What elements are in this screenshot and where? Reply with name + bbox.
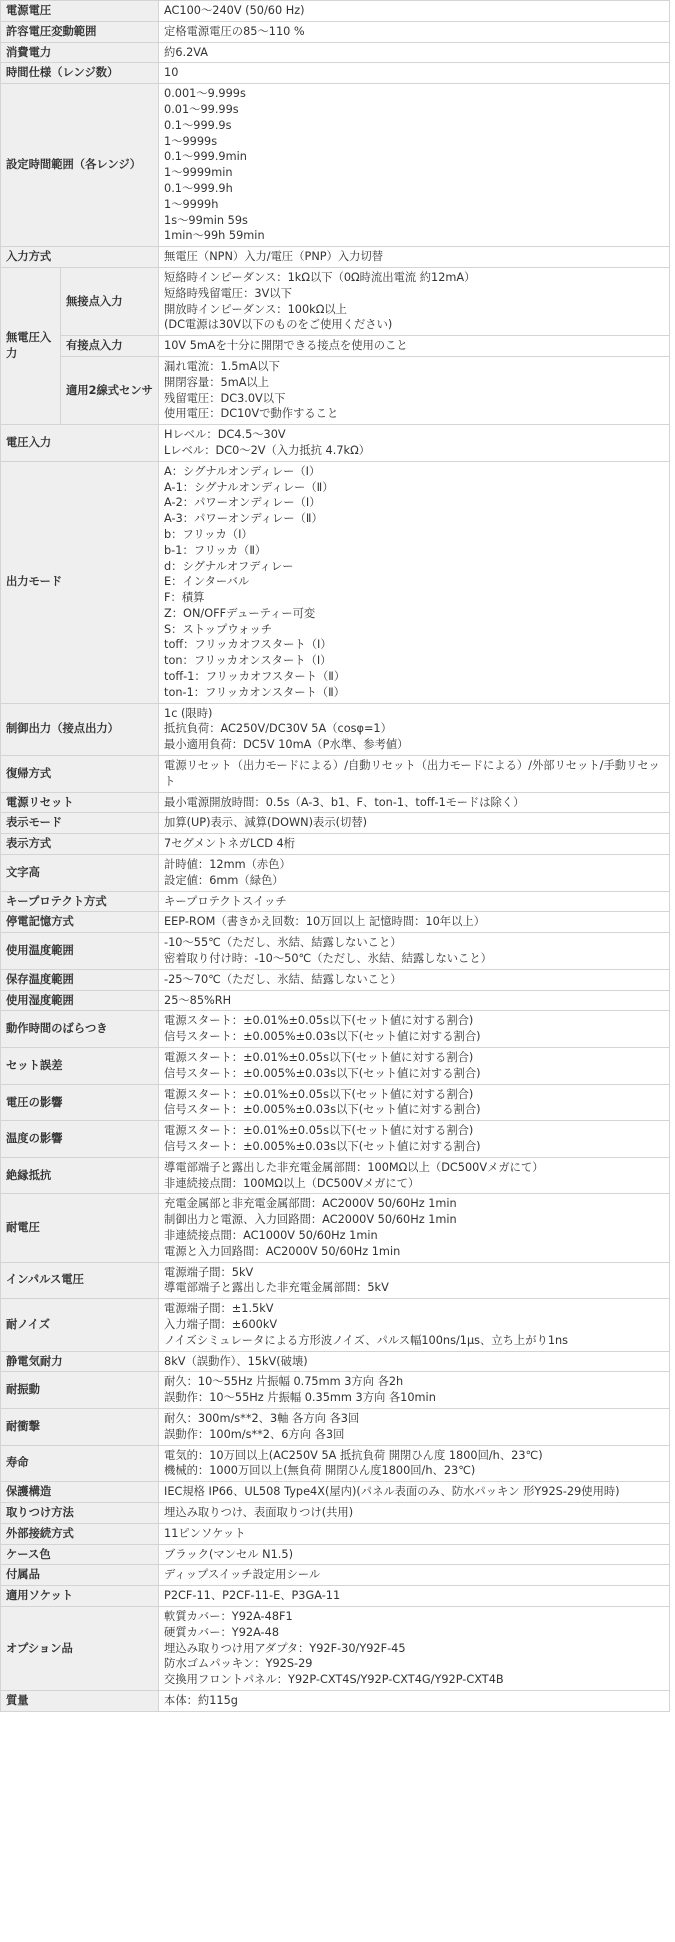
value-line: Z：ON/OFFデューティー可変: [164, 606, 316, 620]
spec-row: [1, 425, 670, 462]
spec-row: [1, 1523, 670, 1544]
value-line: S：ストップウォッチ: [164, 622, 273, 636]
spec-label: 電圧入力: [1, 425, 159, 462]
spec-table-body-2: [1, 425, 670, 1712]
value-line: AC100～240V (50/60 Hz): [164, 4, 305, 17]
spec-label: キープロテクト方式: [1, 891, 159, 912]
value-line: 埋込み取りつけ用アダプタ：Y92F-30/Y92F-45: [164, 1641, 406, 1655]
spec-row: [1, 1565, 670, 1586]
spec-value: [159, 1544, 670, 1565]
value-line: 約6.2VA: [164, 45, 209, 59]
spec-label: 絶縁抵抗: [1, 1157, 159, 1194]
spec-value: [159, 1586, 670, 1607]
value-line: 0.1～999.9s: [164, 118, 232, 132]
spec-label: 静電気耐力: [1, 1351, 159, 1372]
value-line: ton：フリッカオンスタート（Ⅰ）: [164, 654, 332, 668]
value-line: 導電部端子と露出した非充電金属部間：5kV: [164, 1281, 389, 1295]
spec-label: インパルス電圧: [1, 1262, 159, 1299]
spec-value: [159, 267, 670, 335]
value-line: ディップスイッチ設定用シール: [164, 1568, 321, 1582]
spec-row: [1, 1299, 670, 1351]
value-line: d：シグナルオフディレー: [164, 559, 294, 573]
spec-sub-label: 有接点入力: [61, 336, 159, 357]
spec-row: [1, 1544, 670, 1565]
spec-group-label: 無電圧入力: [1, 267, 61, 424]
spec-row: [1, 1586, 670, 1607]
spec-label: 時間仕様（レンジ数）: [1, 63, 159, 84]
spec-label: 保存温度範囲: [1, 969, 159, 990]
value-line: 最小電源開放時間：0.5s（A-3、b1、F、ton-1、toff-1モードは除く）: [164, 795, 525, 809]
spec-row: [1, 1351, 670, 1372]
spec-label: 耐衝撃: [1, 1408, 159, 1445]
spec-value: [159, 855, 670, 892]
spec-label: 出力モード: [1, 461, 159, 703]
spec-row: [1, 1690, 670, 1711]
spec-label: 付属品: [1, 1565, 159, 1586]
value-line: A-1：シグナルオンディレー（Ⅱ）: [164, 480, 334, 494]
spec-label: 取りつけ方法: [1, 1502, 159, 1523]
value-line: 25～85%RH: [164, 993, 232, 1007]
spec-row: [1, 855, 670, 892]
value-line: EEP-ROM（書きかえ回数：10万回以上 記憶時間：10年以上）: [164, 915, 485, 929]
spec-value: [159, 933, 670, 970]
spec-label: ケース色: [1, 1544, 159, 1565]
spec-value: [159, 792, 670, 813]
spec-row: [1, 933, 670, 970]
spec-row: [1, 1482, 670, 1503]
value-line: 開閉容量：5mA以上: [164, 375, 270, 389]
spec-label: 耐電圧: [1, 1194, 159, 1262]
value-line: 非連続接点間：AC1000V 50/60Hz 1min: [164, 1228, 378, 1242]
spec-value: [159, 756, 670, 793]
value-line: 密着取り付け時：-10～50℃（ただし、氷結、結露しないこと）: [164, 952, 492, 966]
spec-value: [159, 247, 670, 268]
spec-label: 使用湿度範囲: [1, 990, 159, 1011]
spec-row: [1, 912, 670, 933]
spec-row-time-spec: [1, 63, 670, 84]
value-line: 0.1～999.9min: [164, 150, 247, 164]
value-line: 信号スタート：±0.005%±0.03s以下(セット値に対する割合): [164, 1103, 481, 1117]
value-line: 電源スタート：±0.01%±0.05s以下(セット値に対する割合): [164, 1014, 474, 1028]
value-line: 無電圧（NPN）入力/電圧（PNP）入力切替: [164, 250, 384, 264]
spec-label: 表示モード: [1, 813, 159, 834]
value-line: 入力端子間：±600kV: [164, 1317, 278, 1331]
spec-value: [159, 1372, 670, 1409]
value-line: b-1：フリッカ（Ⅱ）: [164, 543, 267, 557]
spec-label: 表示方式: [1, 834, 159, 855]
spec-value: [159, 703, 670, 755]
value-line: 埋込み取りつけ、表面取りつけ(共用): [164, 1505, 354, 1519]
value-line: 残留電圧：DC3.0V以下: [164, 391, 286, 405]
spec-label: 電源電圧: [1, 1, 159, 22]
value-line: F：積算: [164, 591, 205, 605]
spec-row: [1, 756, 670, 793]
value-line: 抵抗負荷：AC250V/DC30V 5A（cosφ=1）: [164, 722, 392, 736]
spec-row: [1, 792, 670, 813]
spec-label: 外部接続方式: [1, 1523, 159, 1544]
value-line: 0.001～9.999s: [164, 87, 246, 101]
value-line: 信号スタート：±0.005%±0.03s以下(セット値に対する割合): [164, 1140, 481, 1153]
value-line: 短絡時残留電圧：3V以下: [164, 286, 292, 300]
spec-label: 電圧の影響: [1, 1084, 159, 1121]
value-line: 電源端子間：5kV: [164, 1265, 254, 1279]
value-line: -10～55℃（ただし、氷結、結露しないこと）: [164, 936, 402, 950]
spec-label: 消費電力: [1, 42, 159, 63]
spec-label: 設定時間範囲（各レンジ）: [1, 84, 159, 247]
value-line: (DC電源は30V以下のものをご使用ください): [164, 318, 393, 332]
spec-value: [159, 1048, 670, 1085]
value-line: 使用電圧：DC10Vで動作すること: [164, 407, 339, 421]
value-line: 1min～99h 59min: [164, 229, 265, 243]
spec-value: [159, 1690, 670, 1711]
value-line: A-2：パワーオンディレー（Ⅰ）: [164, 496, 321, 510]
spec-row-time-range: [1, 84, 670, 247]
spec-row: [1, 813, 670, 834]
spec-value: [159, 84, 670, 247]
spec-label: 入力方式: [1, 247, 159, 268]
spec-value: [159, 356, 670, 424]
spec-value: [159, 990, 670, 1011]
value-line: 計時値：12mm（赤色）: [164, 858, 291, 872]
value-line: 耐久：10～55Hz 片振幅 0.75mm 3方向 各2h: [164, 1375, 404, 1389]
spec-row: [1, 1084, 670, 1121]
value-line: 1c (限時): [164, 706, 213, 720]
spec-label: 適用ソケット: [1, 1586, 159, 1607]
value-line: 充電金属部と非充電金属部間：AC2000V 50/60Hz 1min: [164, 1197, 457, 1211]
value-line: A：シグナルオンディレー（Ⅰ）: [164, 464, 321, 478]
value-line: 設定値：6mm（緑色）: [164, 873, 284, 887]
value-line: 交換用フロントパネル：Y92P-CXT4S/Y92P-CXT4G/Y92P-CXT4B: [164, 1673, 504, 1687]
spec-row: [1, 1408, 670, 1445]
spec-row: [1, 990, 670, 1011]
value-line: 1～9999min: [164, 166, 233, 180]
spec-row: [1, 1502, 670, 1523]
value-line: キープロテクトスイッチ: [164, 894, 287, 908]
value-line: 電源リセット（出力モードによる）/自動リセット（出力モードによる）/外部リセット/手動リセット: [164, 759, 660, 788]
spec-label: 制御出力（接点出力）: [1, 703, 159, 755]
value-line: 軟質カバー：Y92A-48F1: [164, 1609, 293, 1623]
value-line: toff-1：フリッカオフスタート（Ⅱ）: [164, 670, 346, 684]
value-line: 耐久：300m/s**2、3軸 各方向 各3回: [164, 1411, 360, 1425]
value-line: ブラック(マンセル N1.5): [164, 1547, 293, 1561]
spec-row-power-consumption: [1, 42, 670, 63]
value-line: 1～9999h: [164, 197, 219, 211]
value-line: 本体：約115g: [164, 1693, 238, 1707]
spec-value: [159, 1351, 670, 1372]
value-line: toff：フリッカオフスタート（Ⅰ）: [164, 638, 332, 652]
value-line: 電気的：10万回以上(AC250V 5A 抵抗負荷 開閉ひん度 1800回/h、23℃): [164, 1448, 543, 1462]
spec-value: [159, 1121, 670, 1158]
value-line: 防水ゴムパッキン：Y92S-29: [164, 1657, 313, 1671]
value-line: 0.01～99.99s: [164, 102, 239, 116]
value-line: P2CF-11、P2CF-11-E、P3GA-11: [164, 1589, 341, 1603]
spec-label: セット誤差: [1, 1048, 159, 1085]
value-line: 信号スタート：±0.005%±0.03s以下(セット値に対する割合): [164, 1030, 481, 1044]
spec-value: [159, 425, 670, 462]
spec-row: [1, 834, 670, 855]
value-line: 硬質カバー：Y92A-48: [164, 1625, 280, 1639]
spec-table-body: [1, 1, 670, 425]
spec-value: [159, 1445, 670, 1482]
spec-value: [159, 1, 670, 22]
spec-value: [159, 891, 670, 912]
spec-value: [159, 1194, 670, 1262]
spec-row: [1, 1194, 670, 1262]
value-line: 機械的：1000万回以上(無負荷 開閉ひん度1800回/h、23℃): [164, 1464, 476, 1478]
value-line: b：フリッカ（Ⅰ）: [164, 527, 253, 541]
spec-label: 停電記憶方式: [1, 912, 159, 933]
spec-label: 保護構造: [1, 1482, 159, 1503]
spec-label: オプション品: [1, 1606, 159, 1690]
spec-row-no-voltage-input: [1, 267, 670, 335]
value-line: 11ピンソケット: [164, 1526, 246, 1540]
spec-value: [159, 336, 670, 357]
value-line: 漏れ電流：1.5mA以下: [164, 359, 280, 373]
spec-sub-label: 適用2線式センサ: [61, 356, 159, 424]
spec-value: [159, 42, 670, 63]
spec-value: [159, 969, 670, 990]
spec-row: [1, 1048, 670, 1085]
spec-row: [1, 1157, 670, 1194]
spec-label: 耐ノイズ: [1, 1299, 159, 1351]
spec-label: 復帰方式: [1, 756, 159, 793]
value-line: A-3：パワーオンディレー（Ⅱ）: [164, 512, 323, 526]
value-line: 8kV（誤動作）、15kV(破壊): [164, 1354, 308, 1368]
spec-sub-label: 無接点入力: [61, 267, 159, 335]
spec-label: 動作時間のばらつき: [1, 1011, 159, 1048]
spec-label: 電源リセット: [1, 792, 159, 813]
spec-row: [1, 461, 670, 703]
value-line: E：インターバル: [164, 575, 250, 589]
value-line: Lレベル：DC0～2V（入力抵抗 4.7kΩ）: [164, 443, 370, 457]
spec-label: 文字高: [1, 855, 159, 892]
spec-value: [159, 1482, 670, 1503]
value-line: 短絡時インピーダンス：1kΩ以下（0Ω時流出電流 約12mA）: [164, 270, 476, 284]
value-line: Hレベル：DC4.5～30V: [164, 428, 286, 442]
value-line: 非連続接点間：100MΩ以上（DC500Vメガにて）: [164, 1176, 420, 1190]
spec-row-voltage-range: [1, 21, 670, 42]
value-line: 誤動作：100m/s**2、6方向 各3回: [164, 1427, 345, 1441]
spec-row-contact-input: [1, 336, 670, 357]
spec-row: [1, 1445, 670, 1482]
spec-row: [1, 1011, 670, 1048]
spec-value: [159, 21, 670, 42]
value-line: 10V 5mAを十分に開閉できる接点を使用のこと: [164, 339, 408, 353]
value-line: 制御出力と電源、入力回路間：AC2000V 50/60Hz 1min: [164, 1213, 457, 1227]
value-line: 最小適用負荷：DC5V 10mA（P水準、参考値）: [164, 738, 409, 752]
spec-value: [159, 1523, 670, 1544]
spec-value: [159, 1011, 670, 1048]
value-line: 導電部端子と露出した非充電金属部間：100MΩ以上（DC500Vメガにて）: [164, 1160, 544, 1174]
value-line: 電源スタート：±0.01%±0.05s以下(セット値に対する割合): [164, 1051, 474, 1065]
value-line: 10: [164, 66, 179, 80]
spec-value: [159, 1502, 670, 1523]
spec-value: [159, 1084, 670, 1121]
spec-label: 寿命: [1, 1445, 159, 1482]
value-line: 誤動作：10～55Hz 片振幅 0.35mm 3方向 各10min: [164, 1391, 436, 1405]
value-line: 電源と入力回路間：AC2000V 50/60Hz 1min: [164, 1244, 401, 1258]
spec-row: [1, 969, 670, 990]
spec-row: [1, 703, 670, 755]
spec-row: [1, 1262, 670, 1299]
spec-value: [159, 461, 670, 703]
spec-label: 質量: [1, 1690, 159, 1711]
spec-row: [1, 1606, 670, 1690]
value-line: 開放時インピーダンス：100kΩ以上: [164, 302, 347, 316]
value-line: 電源端子間：±1.5kV: [164, 1302, 274, 1316]
spec-row-input-method: [1, 247, 670, 268]
value-line: ノイズシミュレータによる方形波ノイズ、パルス幅100ns/1μs、立ち上がり1ns: [164, 1333, 569, 1347]
value-line: 電源スタート：±0.01%±0.05s以下(セット値に対する割合): [164, 1087, 474, 1101]
spec-label: 温度の影響: [1, 1121, 159, 1158]
value-line: -25～70℃（ただし、氷結、結露しないこと）: [164, 972, 402, 986]
spec-value: [159, 813, 670, 834]
spec-row-power-voltage: [1, 1, 670, 22]
value-line: ton-1：フリッカオンスタート（Ⅱ）: [164, 685, 345, 699]
value-line: 1～9999s: [164, 134, 218, 148]
spec-row-2wire-sensor: [1, 356, 670, 424]
spec-value: [159, 912, 670, 933]
value-line: 7セグメントネガLCD 4桁: [164, 837, 296, 851]
spec-label: 許容電圧変動範囲: [1, 21, 159, 42]
spec-row: [1, 891, 670, 912]
spec-value: [159, 1262, 670, 1299]
value-line: 1s～99min 59s: [164, 213, 248, 227]
spec-value: [159, 1408, 670, 1445]
spec-value: [159, 1606, 670, 1690]
spec-value: [159, 63, 670, 84]
value-line: 信号スタート：±0.005%±0.03s以下(セット値に対する割合): [164, 1066, 481, 1080]
value-line: 電源スタート：±0.01%±0.05s以下(セット値に対する割合): [164, 1124, 474, 1138]
spec-label: 耐振動: [1, 1372, 159, 1409]
value-line: 加算(UP)表示、減算(DOWN)表示(切替): [164, 816, 368, 830]
spec-row: [1, 1121, 670, 1158]
spec-value: [159, 1299, 670, 1351]
spec-value: [159, 834, 670, 855]
spec-row: [1, 1372, 670, 1409]
value-line: IEC規格 IP66、UL508 Type4X(屋内)(パネル表面のみ、防水パッキン 形Y92S-29使用時): [164, 1485, 620, 1499]
spec-value: [159, 1565, 670, 1586]
spec-label: 使用温度範囲: [1, 933, 159, 970]
value-line: 0.1～999.9h: [164, 181, 233, 195]
spec-value: [159, 1157, 670, 1194]
value-line: 定格電源電圧の85～110 %: [164, 24, 305, 38]
